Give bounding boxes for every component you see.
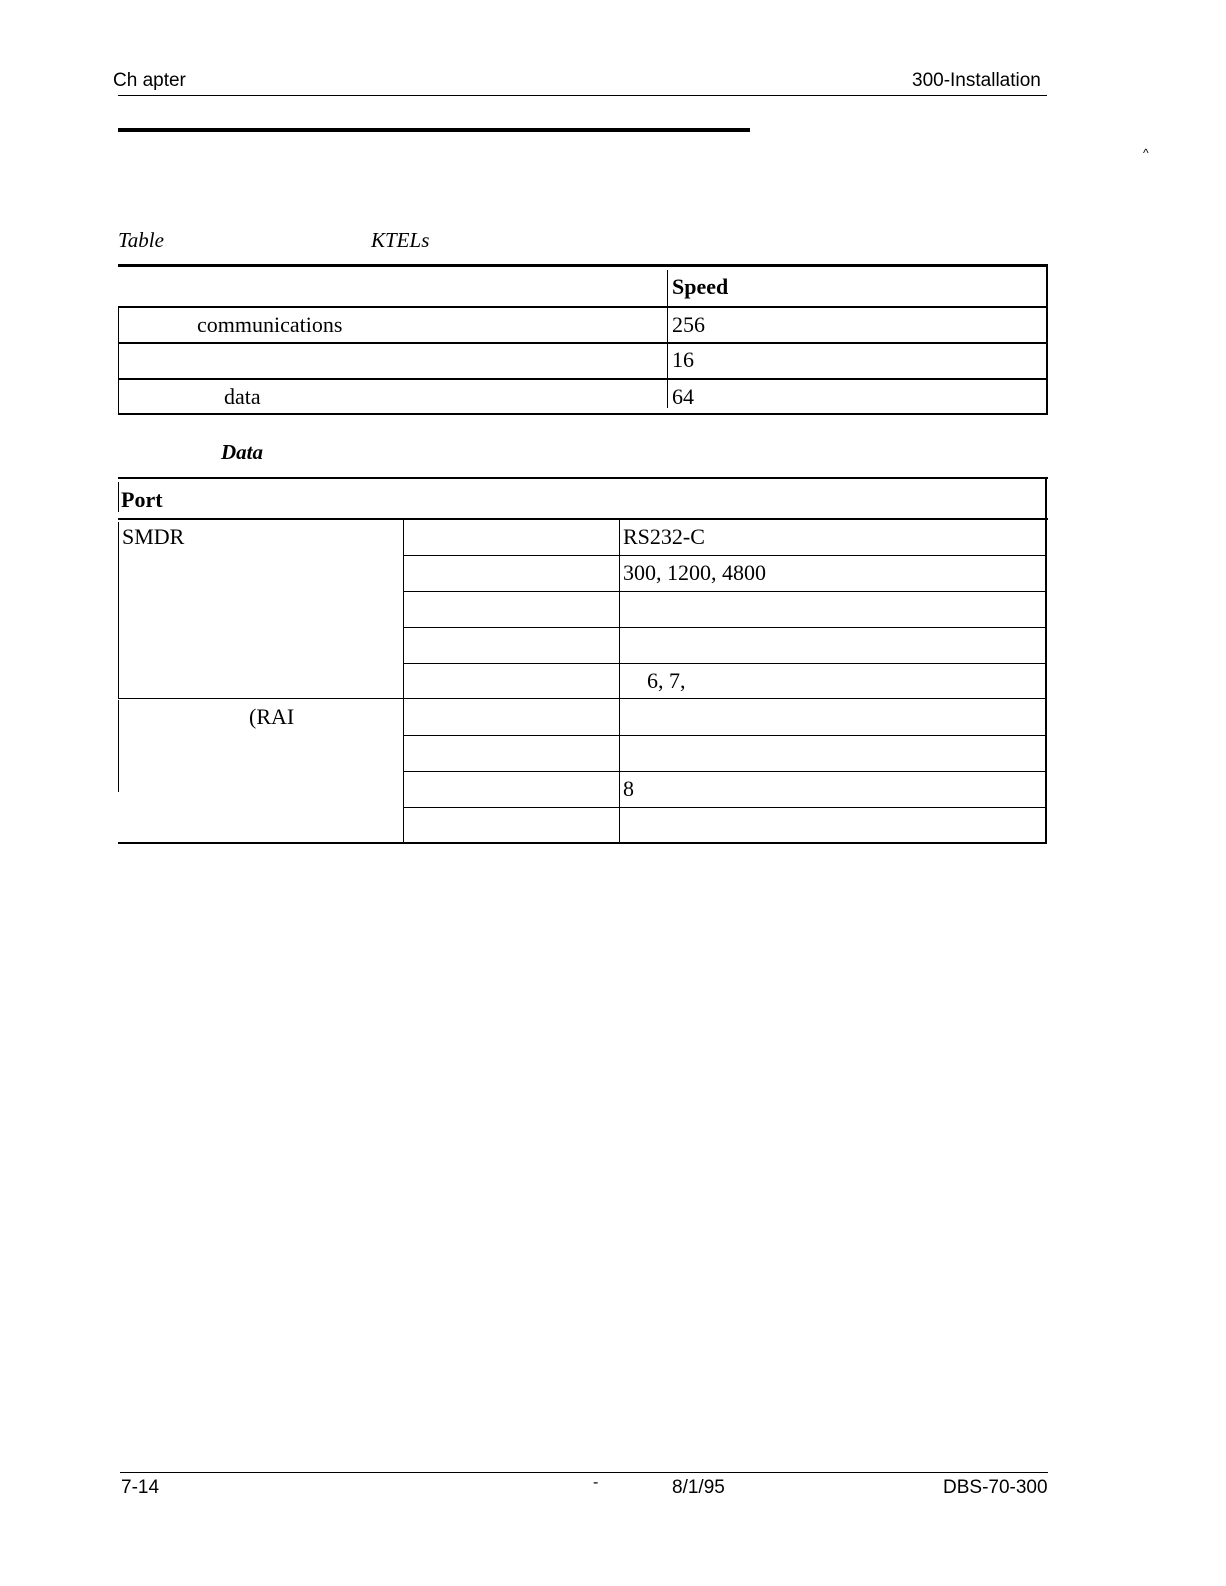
table2-header-port: Port: [121, 487, 163, 512]
footer-page-number: 7-14: [121, 1477, 160, 1498]
table2-header-rule: [118, 518, 1048, 520]
table2-column-divider-2: [619, 519, 620, 844]
table2-right-border: [1045, 477, 1047, 844]
table2-column-divider-1: [403, 519, 404, 844]
table1-row3-name: data: [224, 384, 261, 409]
table1-row1-value: 256: [672, 312, 705, 337]
table2-row-rule: [403, 591, 1047, 592]
table2-row-rule: [403, 771, 1047, 772]
table2-row-rule: [403, 735, 1047, 736]
table1-bottom-rule: [118, 413, 1048, 415]
table1-caption-label: Table: [118, 228, 164, 252]
footer-rule: [120, 1472, 1048, 1473]
table2-row-rule: [403, 627, 1047, 628]
table2-group2-port: (RAI: [249, 704, 295, 729]
table2-left-border-group1: [118, 522, 119, 698]
table2-row-rule: [403, 555, 1047, 556]
table2-group-rule: [118, 698, 1047, 699]
running-header-title: 300-Installation: [912, 70, 1041, 91]
table1-row1-name: communications: [197, 312, 343, 337]
margin-mark: ^: [1143, 146, 1149, 160]
table1-caption-title: KTELs: [371, 228, 430, 252]
footer-dash: -: [593, 1474, 599, 1491]
table1-left-border: [118, 308, 119, 414]
table2-group1-value-2: 300, 1200, 4800: [623, 560, 766, 585]
table2-row-rule: [403, 663, 1047, 664]
table1-column-divider: [667, 270, 668, 408]
header-rule: [118, 95, 1047, 96]
table2-left-border-header: [118, 482, 119, 512]
table1-header-rule: [118, 306, 1048, 308]
running-header-chapter: Ch apter: [113, 70, 186, 91]
footer-document-id: DBS-70-300: [943, 1477, 1048, 1498]
table2-top-rule: [118, 477, 1048, 479]
table1-row2-value: 16: [672, 347, 694, 372]
table1-row3-value: 64: [672, 384, 694, 409]
table2-row-rule: [403, 807, 1047, 808]
table1-row-rule: [118, 342, 1048, 344]
footer-date: 8/1/95: [672, 1477, 725, 1498]
table1-right-border: [1046, 264, 1048, 415]
table2-bottom-rule: [118, 842, 1047, 844]
table1-row-rule: [118, 378, 1048, 380]
table2-group2-value-3: 8: [623, 776, 634, 801]
table1-header-speed: Speed: [672, 274, 729, 299]
table1-top-rule: [118, 264, 1048, 267]
table2-group1-port: SMDR: [122, 524, 185, 549]
table2-group1-value-5: 6, 7,: [647, 668, 686, 693]
table2-group1-value-1: RS232-C: [623, 524, 705, 549]
table2-caption: Data: [221, 440, 263, 464]
table2-left-border-group2: [118, 700, 119, 792]
section-bar: [118, 128, 750, 132]
